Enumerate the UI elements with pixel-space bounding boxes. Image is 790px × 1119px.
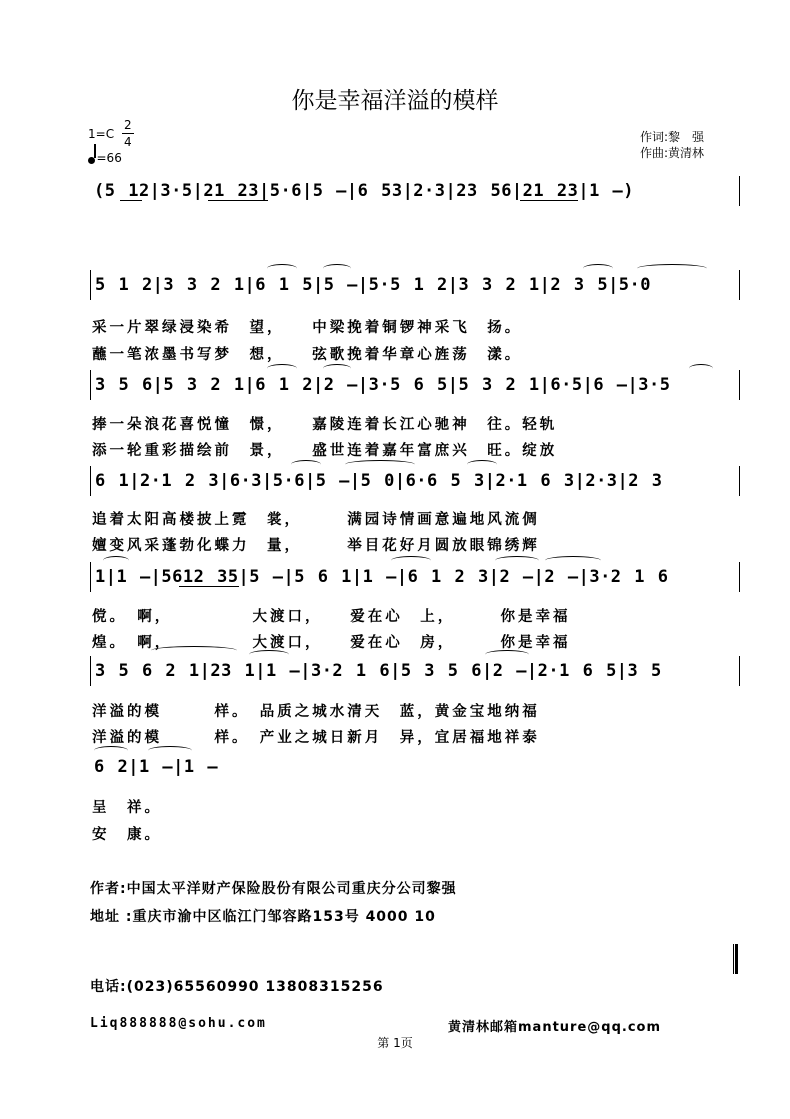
lyric-verse2-line4: 煌。 啊， 大渡口， 爱在心 房， 你是幸福 bbox=[92, 635, 571, 651]
lyric-verse1-line3: 追着太阳高楼披上霓 裳， 满园诗情画意遍地风流倜 bbox=[92, 512, 540, 528]
notation-text: 6 2|1 –|1 – bbox=[94, 757, 219, 777]
author-email: Liq888888@sohu.com bbox=[90, 1016, 267, 1031]
lyric-verse2-line2: 添一轮重彩描绘前 景， 盛世连着嘉年富庶兴 旺。绽放 bbox=[92, 443, 558, 459]
notation-text: 6 1|2·1 2 3|6·3|5·6|5 –|5 0|6·6 5 3|2·1 6 3|2·3|2 3 bbox=[95, 471, 663, 491]
tempo-value: =66 bbox=[96, 151, 122, 165]
page-number: 第 1页 bbox=[377, 1036, 413, 1050]
address-info: 地址 :重庆市渝中区临江门邹容路153号 4000 10 bbox=[90, 909, 436, 925]
score-line-intro bbox=[90, 176, 740, 206]
time-signature bbox=[122, 117, 134, 150]
time-signature-top: 2 bbox=[124, 118, 132, 132]
lyric-verse2-line3: 嬗变风采蓬勃化蝶力 量， 举目花好月圆放眼锦绣辉 bbox=[92, 538, 540, 554]
author-info: 作者:中国太平洋财产保险股份有限公司重庆分公司黎强 bbox=[90, 881, 457, 897]
notation-text: 3 5 6|5 3 2 1|6 1 2|2 –|3·5 6 5|5 3 2 1|6·5|6 –|3·5 bbox=[95, 375, 671, 395]
composer-credit: 作曲:黄清林 bbox=[640, 146, 705, 160]
lyric-verse2-line5: 洋溢的模 样。 产业之城日新月 异，宜居福地祥泰 bbox=[92, 730, 540, 746]
quarter-note-icon bbox=[88, 157, 95, 164]
lyric-verse1-line1: 采一片翠绿浸染希 望， 中梁挽着铜锣神采飞 扬。 bbox=[92, 320, 523, 336]
notation-text: 1|1 –|5612 35|5 –|5 6 1|1 –|6 1 2 3|2 –|2 –|3·2 1 6 bbox=[95, 567, 669, 587]
key-signature: 1=C bbox=[88, 127, 115, 141]
lyric-verse1-line5: 洋溢的模 样。 品质之城水清天 蓝，黄金宝地纳福 bbox=[92, 704, 540, 720]
score-line-5 bbox=[90, 656, 740, 686]
phone-info: 电话:(023)65560990 13808315256 bbox=[90, 979, 384, 995]
lyric-verse2-line6: 安 康。 bbox=[92, 827, 162, 843]
lyric-verse2-line1: 蘸一笔浓墨书写梦 想， 弦歌挽着华章心旌荡 漾。 bbox=[92, 347, 523, 363]
time-signature-bottom: 4 bbox=[124, 135, 132, 149]
notation-text: (5 12|3·5|21 23|5·6|5 –|6 53|2·3|23 56|21 23|1 –) bbox=[94, 181, 635, 201]
notation-text: 3 5 6 2 1|23 1|1 –|3·2 1 6|5 3 5 6|2 –|2·1 6 5|3 5 bbox=[95, 661, 662, 681]
lyric-verse1-line6: 呈 祥。 bbox=[92, 800, 162, 816]
note-stem-icon bbox=[94, 144, 96, 158]
score-line-6 bbox=[90, 752, 240, 782]
score-line-1 bbox=[90, 270, 740, 300]
score-line-4 bbox=[90, 562, 740, 592]
lyric-verse1-line4: 傥。 啊， 大渡口， 爱在心 上， 你是幸福 bbox=[92, 609, 571, 625]
final-barline-icon bbox=[733, 944, 738, 974]
tempo-marking bbox=[88, 148, 122, 165]
composer-email: 黄清林邮箱manture@qq.com bbox=[448, 1020, 662, 1035]
notation-text: 5 1 2|3 3 2 1|6 1 5|5 –|5·5 1 2|3 3 2 1|2 3 5|5·0 bbox=[95, 275, 652, 295]
lyric-verse1-line2: 捧一朵浪花喜悦憧 憬， 嘉陵连着长江心驰神 往。轻轨 bbox=[92, 417, 558, 433]
score-line-2 bbox=[90, 370, 740, 400]
lyricist-credit: 作词:黎 强 bbox=[640, 130, 705, 144]
score-line-3 bbox=[90, 466, 740, 496]
song-title: 你是幸福洋溢的模样 bbox=[291, 88, 499, 114]
